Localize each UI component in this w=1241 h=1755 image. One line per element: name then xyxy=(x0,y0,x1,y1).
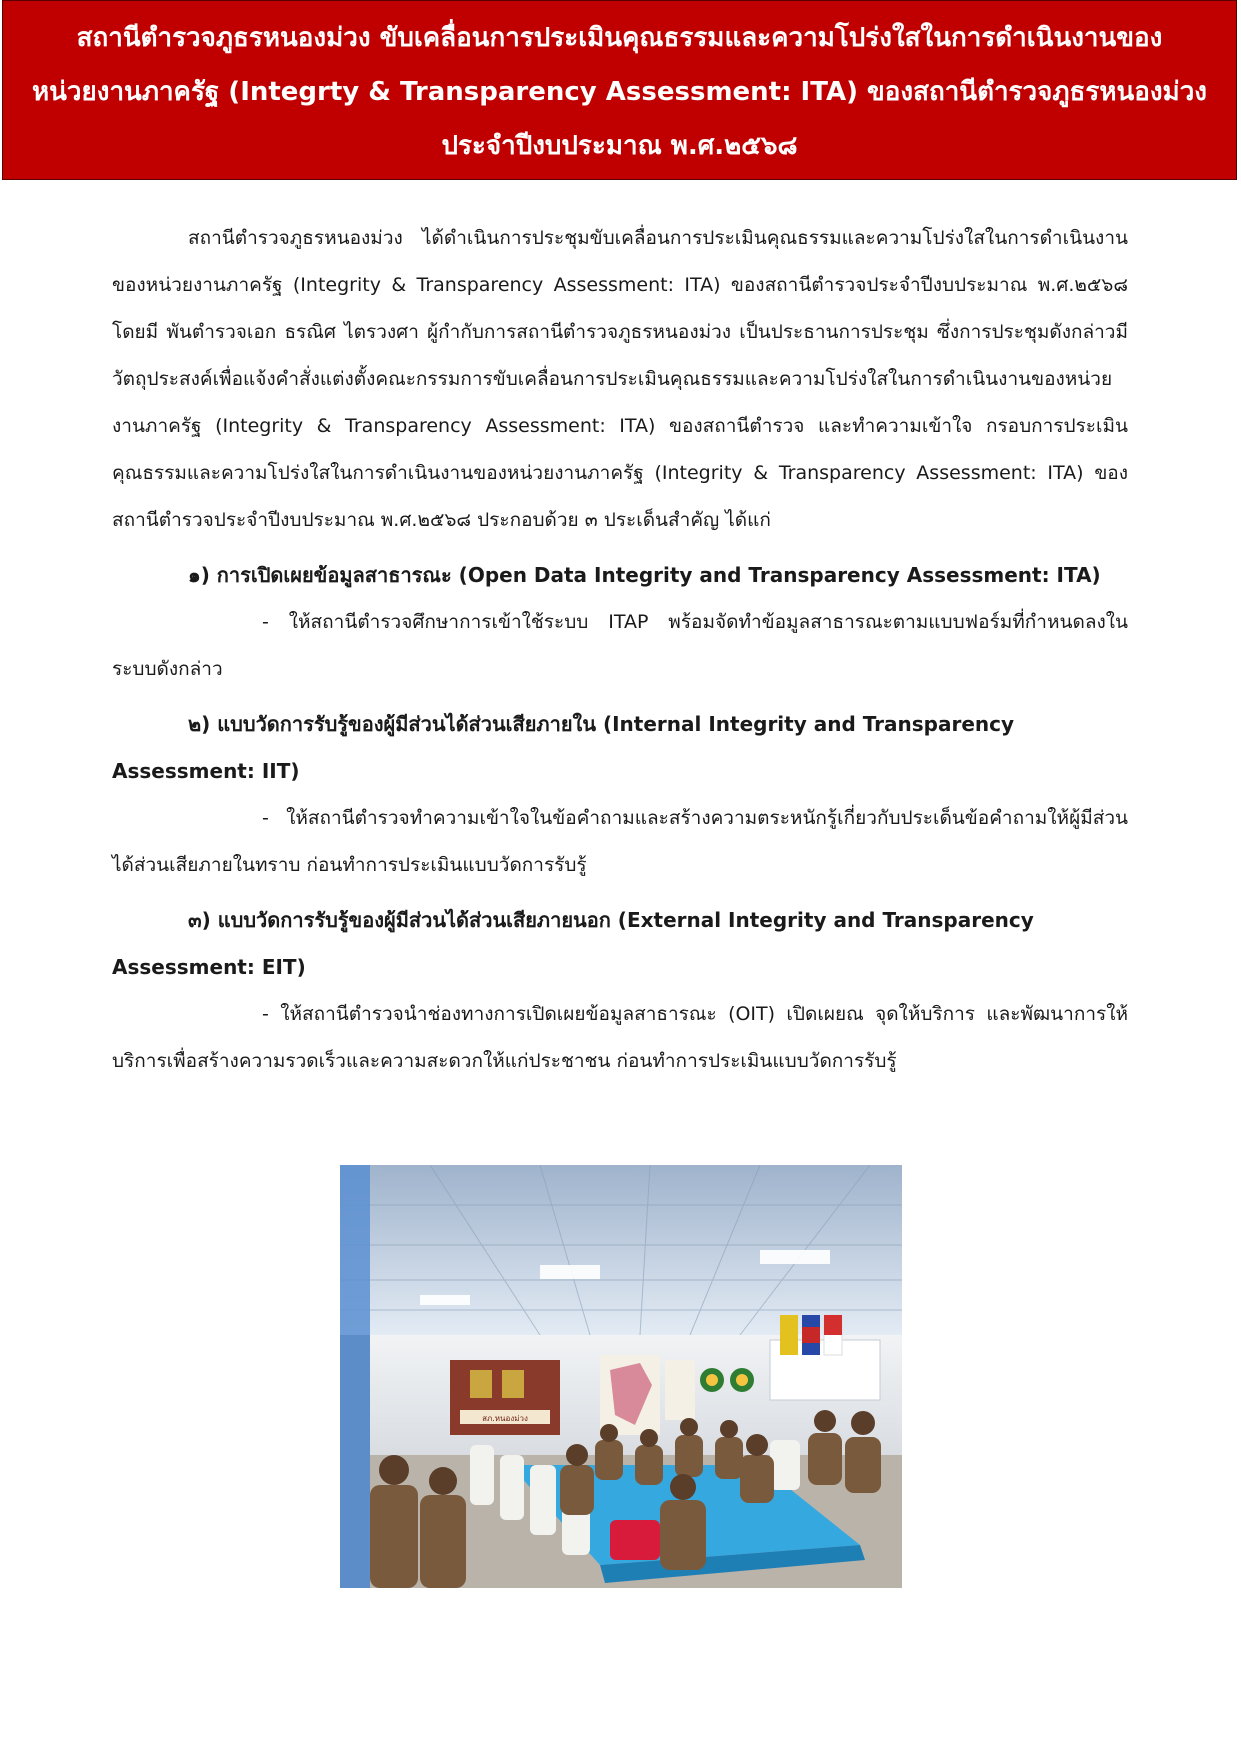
item-1-detail: - ให้สถานีตำรวจศึกษาการเข้าใช้ระบบ ITAP พร้อมจัดทำข้อมูลสาธารณะตามแบบฟอร์มที่กำหนดลงในระบบดังกล่าว xyxy=(112,611,1128,680)
item-3-heading: ๓) แบบวัดการรับรู้ของผู้มีส่วนได้ส่วนเสียภายนอก (External Integrity and Transparency Assessment: EIT) xyxy=(112,908,1034,979)
meeting-photo xyxy=(340,1165,902,1588)
article-body xyxy=(112,215,1128,1085)
header-title-line-3: ประจำปีงบประมาณ พ.ศ.๒๕๖๘ xyxy=(441,131,798,161)
intro-paragraph: สถานีตำรวจภูธรหนองม่วง ได้ดำเนินการประชุมขับเคลื่อนการประเมินคุณธรรมและความโปร่งใสในการดำเนินงานของหน่วยงานภาครัฐ (Integrity & Transparency Assessment: ITA) ของสถานีตำรวจประจำปีงบประมาณ พ.ศ.๒๕๖๘ โดยมี พันตำรวจเอก ธรณิศ ไตรวงศา ผู้กำกับการสถานีตำรวจภูธรหนองม่วง เป็นประธานการประชุม ซึ่งการประชุมดังกล่าวมีวัตถุประสงค์เพื่อแจ้งคำสั่งแต่งตั้งคณะกรรมการขับเคลื่อนการประเมินคุณธรรมและความโปร่งใสในการดำเนินงานของหน่วยงานภาครัฐ (Integrity & Transparency Assessment: ITA) ของสถานีตำรวจ และทำความเข้าใจ กรอบการประเมินคุณธรรมและความโปร่งใสในการดำเนินงานของหน่วยงานภาครัฐ (Integrity & Transparency Assessment: ITA) ของสถานีตำรวจประจำปีงบประมาณ พ.ศ.๒๕๖๘ ประกอบด้วย ๓ ประเด็นสำคัญ ได้แก่ xyxy=(112,227,1128,531)
backdrop-sign: สภ.หนองม่วง xyxy=(482,1414,528,1423)
meeting-photo-illustration xyxy=(340,1165,902,1588)
item-1-heading: ๑) การเปิดเผยข้อมูลสาธารณะ (Open Data Integrity and Transparency Assessment: ITA) xyxy=(188,563,1101,587)
header-title-line-2: หน่วยงานภาครัฐ (Integrty & Transparency Assessment: ITA) ของสถานีตำรวจภูธรหนองม่วง xyxy=(32,77,1207,107)
header-banner xyxy=(2,0,1237,180)
item-2-heading: ๒) แบบวัดการรับรู้ของผู้มีส่วนได้ส่วนเสียภายใน (Internal Integrity and Transparency Assessment: IIT) xyxy=(112,712,1015,783)
header-title-line-1: สถานีตำรวจภูธรหนองม่วง ขับเคลื่อนการประเมินคุณธรรมและความโปร่งใสในการดำเนินงานของ xyxy=(76,23,1163,53)
item-2-detail: - ให้สถานีตำรวจทำความเข้าใจในข้อคำถามและสร้างความตระหนักรู้เกี่ยวกับประเด็นข้อคำถามให้ผู้มีส่วนได้ส่วนเสียภายในทราบ ก่อนทำการประเมินแบบวัดการรับรู้ xyxy=(112,807,1128,876)
item-3-detail: - ให้สถานีตำรวจนำช่องทางการเปิดเผยข้อมูลสาธารณะ (OIT) เปิดเผยณ จุดให้บริการ และพัฒนาการให้บริการเพื่อสร้างความรวดเร็วและความสะดวกให้แก่ประชาชน ก่อนทำการประเมินแบบวัดการรับรู้ xyxy=(112,1003,1128,1072)
